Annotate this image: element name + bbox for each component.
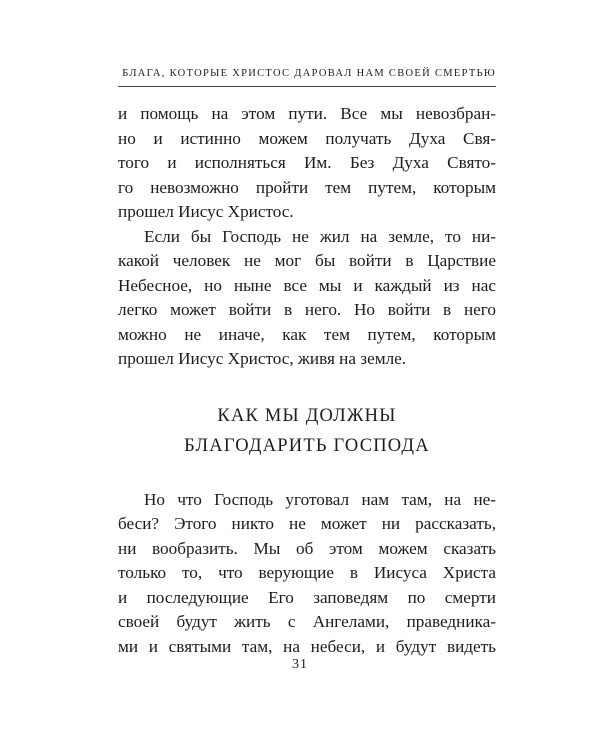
text-line: и последующие Его заповедям по смерти — [118, 587, 496, 607]
text-line: ни вообразить. Мы об этом можем сказать — [118, 538, 496, 558]
section-heading — [118, 401, 496, 461]
paragraph-3 — [118, 488, 496, 660]
text-line: Если бы Господь не жил на земле, то ни- — [144, 226, 496, 246]
text-block — [118, 102, 496, 659]
paragraph-1 — [118, 102, 496, 225]
text-line: того и исполняться Им. Без Духа Свято- — [118, 153, 496, 172]
text-line: но и истинно можем получать Духа Свя- — [118, 128, 496, 148]
text-line: только то, что верующие в Иисуса Христа — [118, 563, 496, 582]
header-rule — [118, 86, 496, 87]
page-number: 31 — [292, 657, 308, 672]
text-line: го невозможно пройти тем путем, которым — [118, 177, 496, 197]
text-line: Но что Господь уготовал нам там, на не- — [144, 489, 496, 509]
text-line: ми и святыми там, на небеси, и будут видеть — [118, 636, 496, 656]
running-head: БЛАГА, КОТОРЫЕ ХРИСТОС ДАРОВАЛ НАМ СВОЕЙ СМЕРТЬЮ — [122, 68, 496, 79]
text-line: прошел Иисус Христос, живя на земле. — [118, 349, 407, 368]
text-line: и помощь на этом пути. Все мы невозбран- — [118, 104, 496, 123]
text-line: прошел Иисус Христос. — [118, 202, 294, 221]
text-line: можно не иначе, как тем путем, которым — [118, 324, 496, 344]
text-line: легко может войти в него. Но войти в него — [118, 300, 496, 319]
text-line: беси? Этого никто не может ни рассказать, — [118, 514, 496, 533]
heading-line: КАК МЫ ДОЛЖНЫ — [217, 405, 397, 426]
text-line: своей будут жить с Ангелами, праведника- — [118, 612, 496, 631]
heading-line: БЛАГОДАРИТЬ ГОСПОДА — [184, 435, 430, 456]
paragraph-2 — [118, 225, 496, 372]
text-line: Небесное, но ныне все мы и каждый из нас — [118, 275, 496, 295]
text-line: какой человек не мог бы войти в Царствие — [118, 251, 496, 270]
